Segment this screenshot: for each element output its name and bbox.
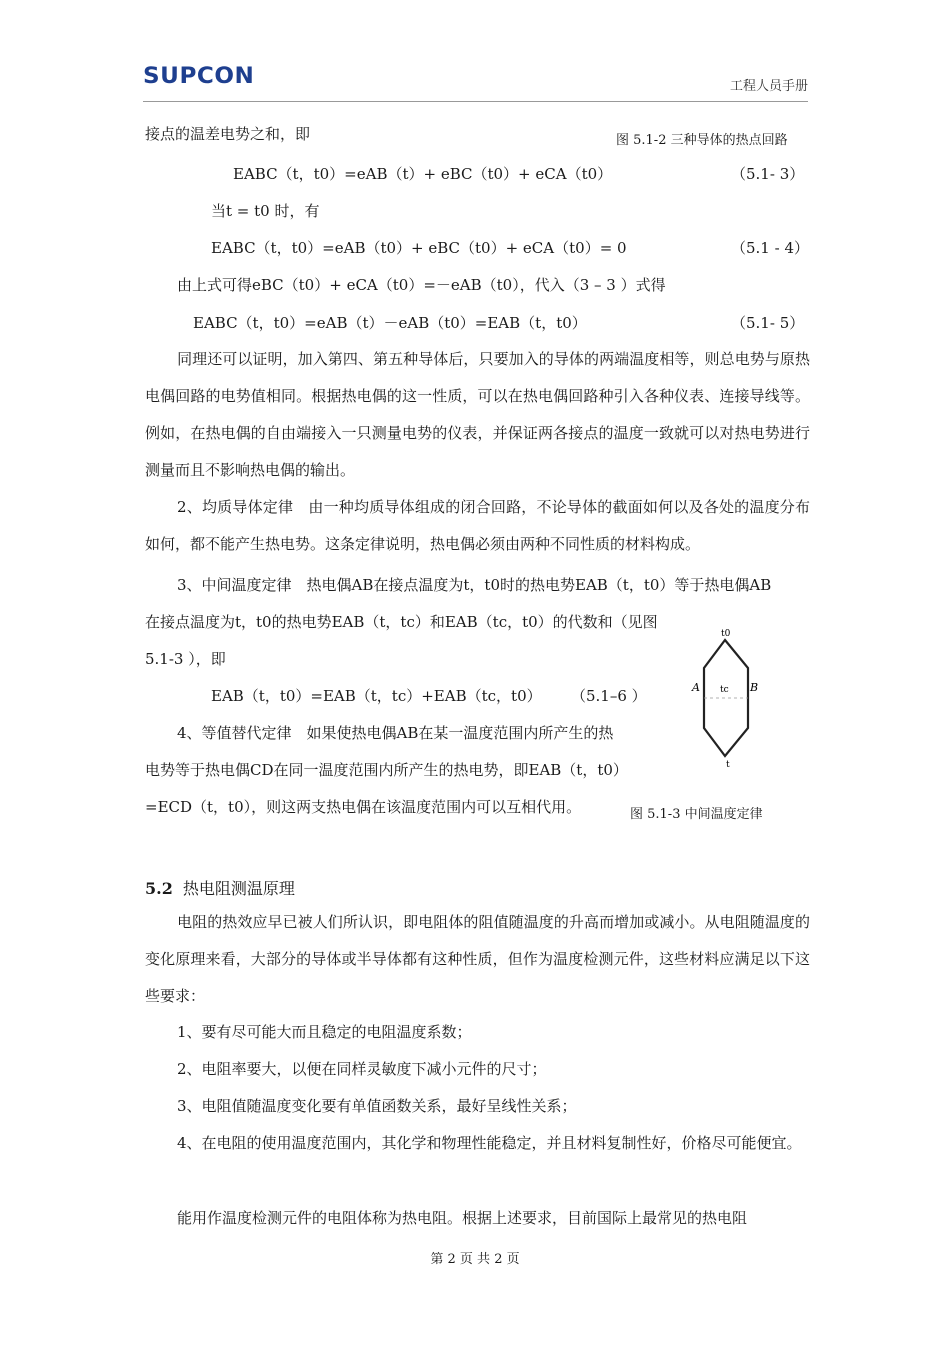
- equation-5-1-6: EAB（t，t0）=EAB（t，tc）+EAB（tc，t0）: [211, 687, 542, 705]
- paragraph-substitution-line2: 电势等于热电偶CD在同一温度范围内所产生的热电势，即EAB（t，t0）: [145, 761, 628, 779]
- section-last-line: 能用作温度检测元件的电阻体称为热电阻。根据上述要求，目前国际上最常见的热电阻: [177, 1209, 748, 1227]
- requirement-1: 1、要有尽可能大而且稳定的电阻温度系数；: [177, 1023, 472, 1041]
- section-heading: 5.2 热电阻测温原理: [145, 879, 295, 898]
- page-footer: 第 2 页 共 2 页: [430, 1252, 520, 1267]
- label-tc: tc: [720, 685, 729, 695]
- paragraph-additional-conductors: 同理还可以证明，加入第四、第五种导体后，只要加入的导体的两端温度相等，则总电势与原热电偶回路的电势值相同。根据热电偶的这一性质，可以在热电偶回路种引入各种仪表、连接导线等。例如，在热电偶的自由端接入一只测量电势的仪表，并保证两各接点的温度一致就可以对热电势进行测量而且不影响热电偶的输出。: [145, 350, 810, 479]
- paragraph-substitution-line3: =ECD（t，t0），则这两支热电偶在该温度范围内可以互相代用。: [145, 798, 582, 816]
- label-b: B: [750, 681, 759, 694]
- paragraph-substitution-line1: 4、等值替代定律 如果使热电偶AB在某一温度范围内所产生的热: [177, 724, 614, 742]
- requirement-3: 3、电阻值随温度变化要有单值函数关系，最好呈线性关系；: [177, 1097, 577, 1115]
- equation-number-5-1-5: （5.1- 5）: [731, 314, 805, 332]
- equation-5-1-3: EABC（t，t0）=eAB（t）+ eBC（t0）+ eCA（t0）: [233, 165, 613, 183]
- label-t: t: [726, 760, 730, 768]
- equation-number-5-1-3: （5.1- 3）: [731, 165, 805, 183]
- fig3-caption: 图 5.1-3 中间温度定律: [630, 807, 763, 822]
- derivation-line: 由上式可得eBC（t0）+ eCA（t0）=－eAB（t0），代入（3 – 3 ）式得: [177, 276, 666, 294]
- equation-5-1-4: EABC（t，t0）=eAB（t0）+ eBC（t0）+ eCA（t0）= 0: [211, 239, 627, 257]
- header-divider: [143, 101, 808, 102]
- fig2-caption: 图 5.1-2 三种导体的热点回路: [616, 133, 788, 148]
- condition-line: 当t = t0 时，有: [211, 202, 320, 220]
- requirement-2: 2、电阻率要大，以便在同样灵敏度下减小元件的尺寸；: [177, 1060, 547, 1078]
- manual-title: 工程人员手册: [729, 79, 808, 94]
- section-intro: 电阻的热效应早已被人们所认识，即电阻体的阻值随温度的升高而增加或减小。从电阻随温度的变化原理来看，大部分的导体或半导体都有这种性质，但作为温度检测元件，这些材料应满足以下这些要求：: [145, 913, 810, 1005]
- label-a: A: [692, 681, 700, 694]
- paragraph-middle-temp-line2: 在接点温度为t，t0的热电势EAB（t，tc）和EAB（tc，t0）的代数和（见图: [145, 613, 658, 631]
- equation-5-1-5: EABC（t，t0）=eAB（t）－eAB（t0）=EAB（t，t0）: [193, 314, 587, 332]
- label-t0: t0: [721, 629, 731, 639]
- top-line: 接点的温差电势之和，即: [145, 125, 311, 143]
- requirement-4: 4、在电阻的使用温度范围内，其化学和物理性能稳定，并且材料复制性好，价格尽可能便宜。: [177, 1134, 802, 1152]
- paragraph-middle-temp-line3: 5.1-3 ），即: [145, 650, 226, 668]
- equation-number-5-1-6: （5.1–6 ）: [571, 687, 647, 705]
- middle-temperature-diagram: [690, 628, 770, 768]
- supcon-logo: SUPCON: [143, 64, 255, 89]
- paragraph-homogeneous-law: 2、均质导体定律 由一种均质导体组成的闭合回路，不论导体的截面如何以及各处的温度分布如何，都不能产生热电势。这条定律说明，热电偶必须由两种不同性质的材料构成。: [145, 498, 810, 553]
- paragraph-middle-temp-line1: 3、中间温度定律 热电偶AB在接点温度为t，t0时的热电势EAB（t，t0）等于热电偶AB: [177, 576, 772, 594]
- equation-number-5-1-4: （5.1 - 4）: [731, 239, 810, 257]
